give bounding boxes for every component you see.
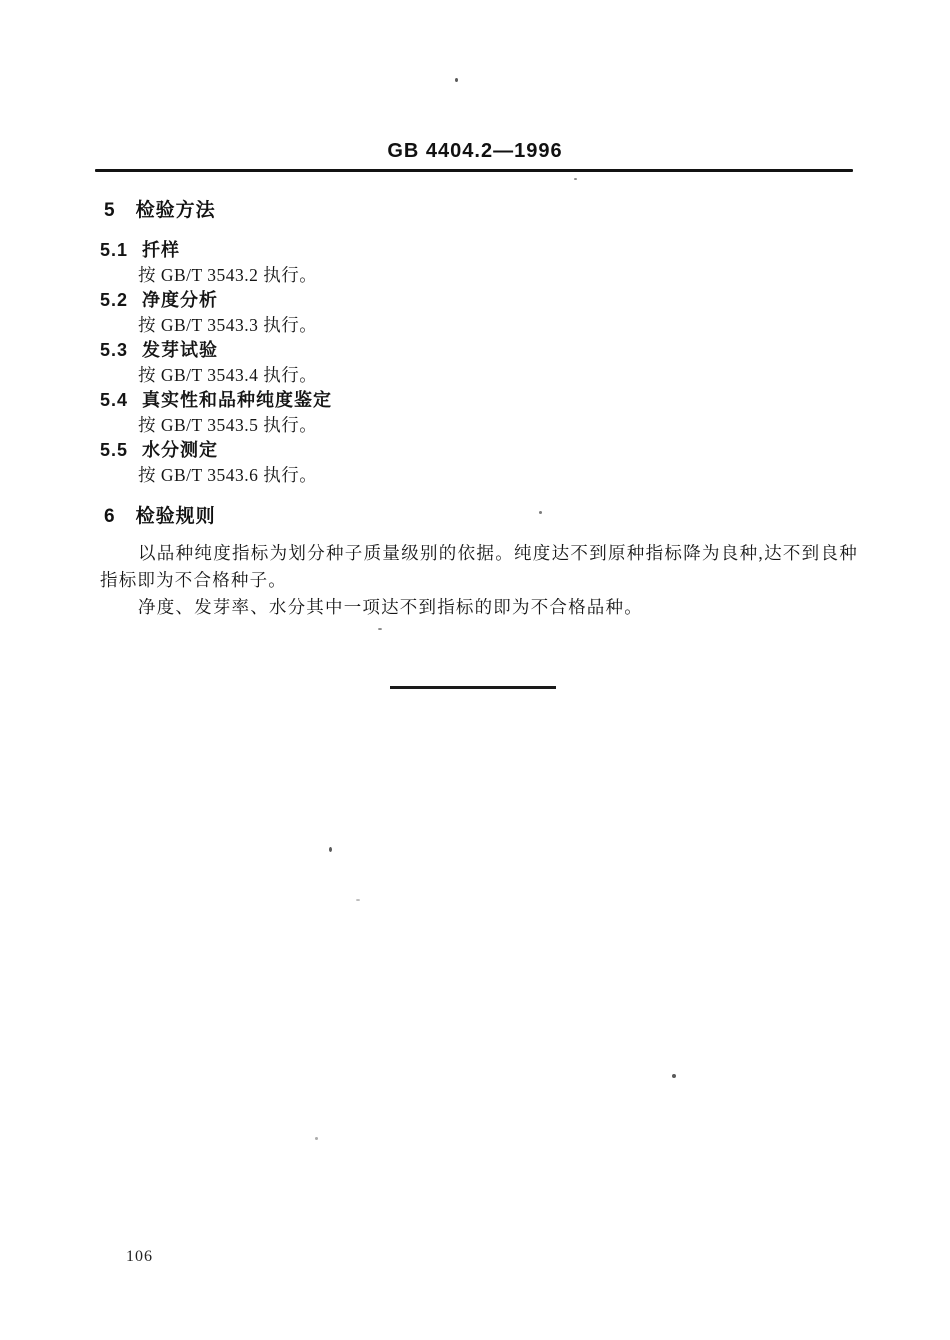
section-6-paragraph-1: 以品种纯度指标为划分种子质量级别的依据。纯度达不到原种指标降为良种,达不到良种指标即为不合格种子。: [100, 543, 858, 590]
method-title: 水分测定: [142, 440, 219, 460]
method-heading: [100, 238, 858, 263]
section-6-number: 6: [104, 506, 116, 527]
method-title: 真实性和品种纯度鉴定: [142, 390, 333, 410]
standard-code: GB 4404.2—1996: [387, 140, 563, 162]
method-body: 按 GB/T 3543.5 执行。: [138, 415, 318, 435]
method-body: 按 GB/T 3543.4 执行。: [138, 365, 318, 385]
scan-speckle: [356, 899, 360, 901]
scan-speckle: [315, 1137, 318, 1140]
scan-speckle: [574, 178, 577, 180]
scan-speckle: [378, 628, 382, 630]
section-5-number: 5: [104, 200, 116, 221]
scan-speckle: [672, 1074, 676, 1078]
method-heading: [100, 338, 858, 363]
method-heading: [100, 388, 858, 413]
method-item-5-4: [100, 388, 858, 438]
document-header: [0, 140, 950, 163]
scan-speckle: [329, 847, 332, 852]
method-item-5-5: [100, 438, 858, 488]
section-6-paragraph-2: 净度、发芽率、水分其中一项达不到指标的即为不合格品种。: [138, 597, 643, 617]
document-content: [100, 198, 858, 621]
header-rule: [95, 169, 853, 172]
method-number: 5.5: [100, 440, 129, 460]
scan-speckle: [539, 511, 542, 514]
section-5-heading: [104, 198, 858, 224]
method-title: 发芽试验: [142, 340, 219, 360]
page-number: 106: [126, 1248, 153, 1265]
section-6-heading: [104, 504, 858, 530]
method-title: 扦样: [142, 240, 181, 260]
method-item-5-2: [100, 288, 858, 338]
method-number: 5.4: [100, 390, 129, 410]
end-of-document-rule: [390, 686, 556, 689]
method-number: 5.3: [100, 340, 129, 360]
method-item-5-1: [100, 238, 858, 288]
method-number: 5.2: [100, 290, 129, 310]
method-heading: [100, 288, 858, 313]
method-title: 净度分析: [142, 290, 219, 310]
method-item-5-3: [100, 338, 858, 388]
method-body: 按 GB/T 3543.6 执行。: [138, 465, 318, 485]
method-number: 5.1: [100, 240, 129, 260]
section-5-title: 检验方法: [135, 200, 216, 221]
section-6-title: 检验规则: [135, 506, 216, 527]
method-heading: [100, 438, 858, 463]
scan-speckle: [455, 78, 458, 82]
method-body: 按 GB/T 3543.2 执行。: [138, 265, 318, 285]
method-body: 按 GB/T 3543.3 执行。: [138, 315, 318, 335]
